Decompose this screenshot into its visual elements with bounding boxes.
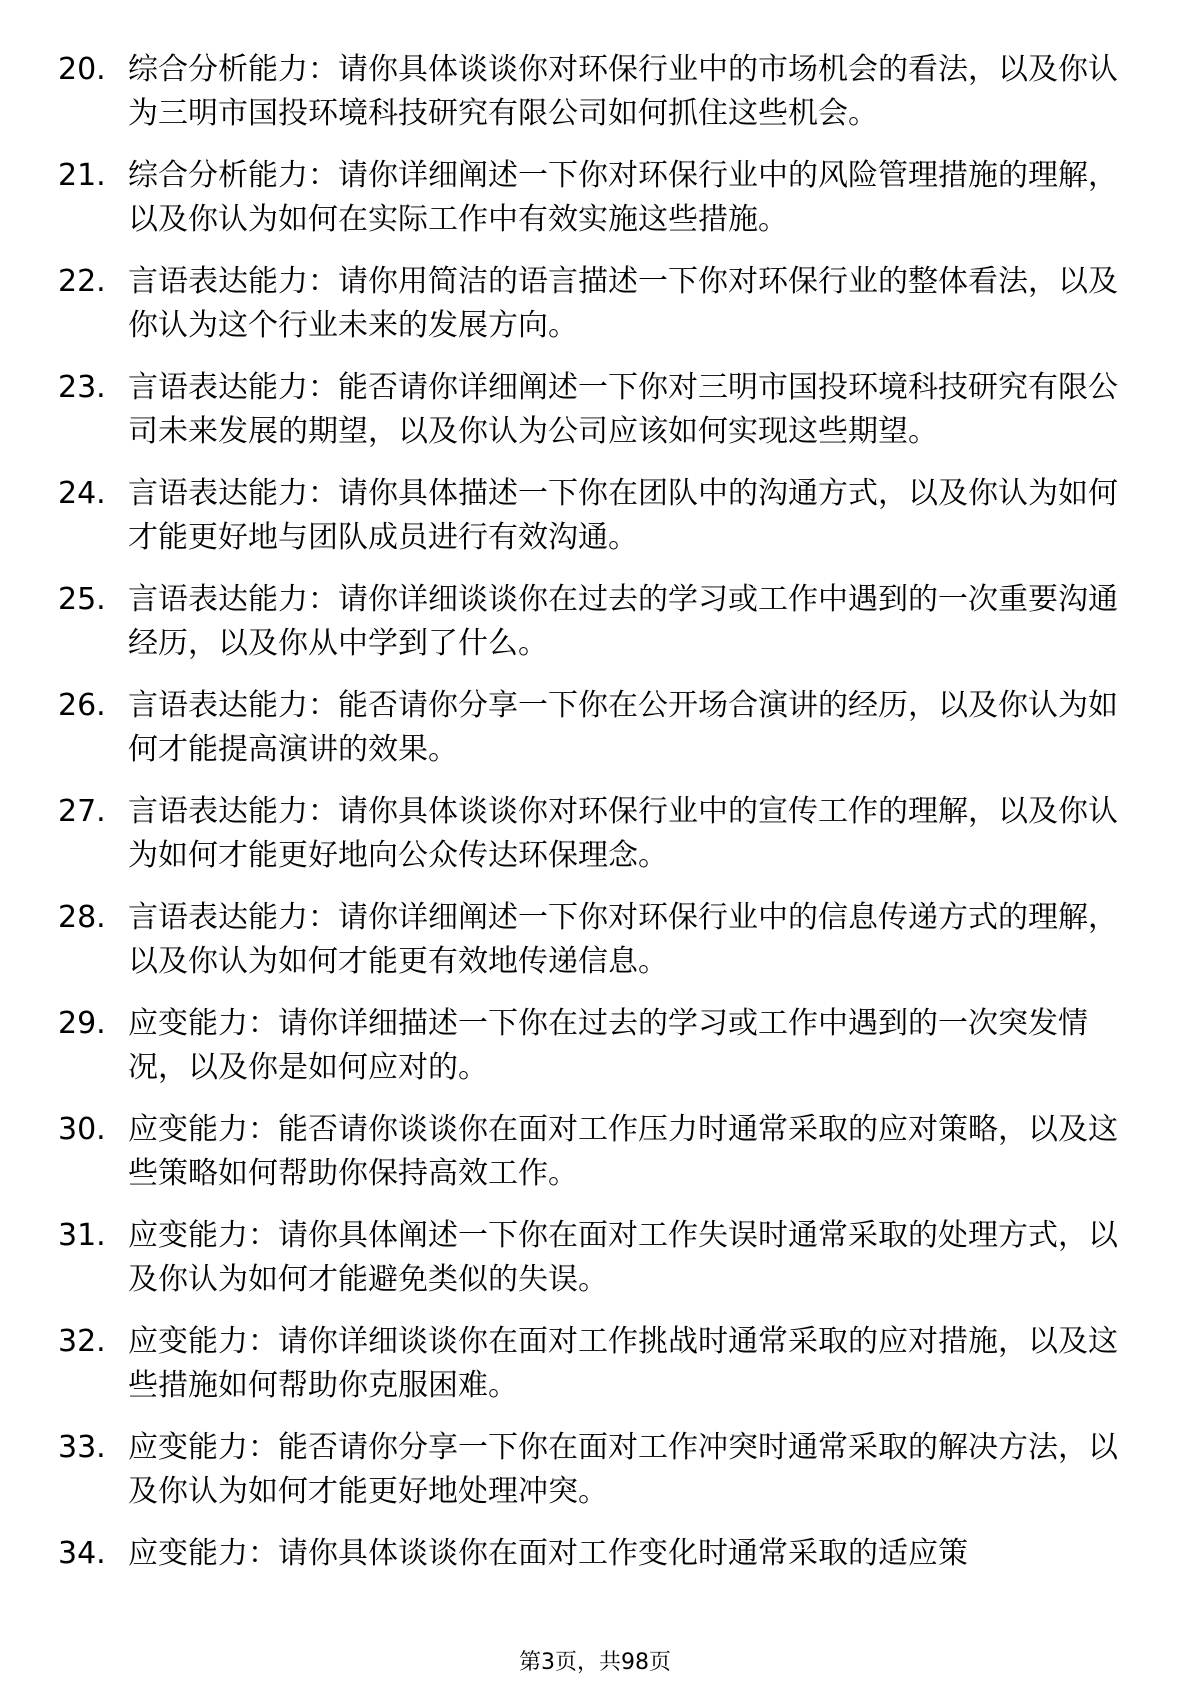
question-number: 33. [58, 1430, 106, 1465]
question-text: 应变能力：能否请你谈谈你在面对工作压力时通常采取的应对策略，以及这些策略如何帮助你保持高效工作。 [128, 1112, 1118, 1191]
question-text: 言语表达能力：请你具体谈谈你对环保行业中的宣传工作的理解，以及你认为如何才能更好地向公众传达环保理念。 [128, 794, 1118, 873]
question-item [0, 790, 1190, 878]
question-number: 20. [58, 52, 106, 87]
question-text: 综合分析能力：请你具体谈谈你对环保行业中的市场机会的看法，以及你认为三明市国投环境科技研究有限公司如何抓住这些机会。 [128, 52, 1118, 131]
question-number: 32. [58, 1324, 106, 1359]
question-number: 34. [58, 1536, 106, 1571]
question-text: 应变能力：请你详细描述一下你在过去的学习或工作中遇到的一次突发情况，以及你是如何应对的。 [128, 1006, 1088, 1085]
question-text: 应变能力：能否请你分享一下你在面对工作冲突时通常采取的解决方法，以及你认为如何才能更好地处理冲突。 [128, 1430, 1118, 1509]
question-item [0, 1532, 1190, 1576]
question-number: 30. [58, 1112, 106, 1147]
question-item [0, 896, 1190, 984]
question-number: 22. [58, 264, 106, 299]
question-text: 言语表达能力：能否请你详细阐述一下你对三明市国投环境科技研究有限公司未来发展的期望，以及你认为公司应该如何实现这些期望。 [128, 370, 1118, 449]
question-item [0, 1108, 1190, 1196]
question-text: 应变能力：请你详细谈谈你在面对工作挑战时通常采取的应对措施，以及这些措施如何帮助你克服困难。 [128, 1324, 1118, 1403]
question-text: 应变能力：请你具体阐述一下你在面对工作失误时通常采取的处理方式，以及你认为如何才能避免类似的失误。 [128, 1218, 1118, 1297]
question-item [0, 1214, 1190, 1302]
question-text: 言语表达能力：请你详细阐述一下你对环保行业中的信息传递方式的理解，以及你认为如何才能更有效地传递信息。 [128, 900, 1118, 979]
question-text: 言语表达能力：请你具体描述一下你在团队中的沟通方式，以及你认为如何才能更好地与团队成员进行有效沟通。 [128, 476, 1118, 555]
question-text: 综合分析能力：请你详细阐述一下你对环保行业中的风险管理措施的理解，以及你认为如何在实际工作中有效实施这些措施。 [128, 158, 1118, 237]
question-list [0, 48, 1190, 1594]
question-item [0, 48, 1190, 136]
question-item [0, 154, 1190, 242]
question-number: 27. [58, 794, 106, 829]
question-number: 25. [58, 582, 106, 617]
question-item [0, 684, 1190, 772]
question-text: 言语表达能力：能否请你分享一下你在公开场合演讲的经历，以及你认为如何才能提高演讲的效果。 [128, 688, 1118, 767]
question-number: 31. [58, 1218, 106, 1253]
question-number: 24. [58, 476, 106, 511]
question-item [0, 260, 1190, 348]
question-item [0, 472, 1190, 560]
question-number: 26. [58, 688, 106, 723]
question-item [0, 1002, 1190, 1090]
question-item [0, 578, 1190, 666]
question-text: 言语表达能力：请你详细谈谈你在过去的学习或工作中遇到的一次重要沟通经历，以及你从中学到了什么。 [128, 582, 1118, 661]
question-item [0, 366, 1190, 454]
question-number: 23. [58, 370, 106, 405]
question-item [0, 1426, 1190, 1514]
page-number-footer: 第3页，共98页 [519, 1650, 671, 1675]
question-text: 应变能力：请你具体谈谈你在面对工作变化时通常采取的适应策 [128, 1536, 968, 1571]
question-number: 28. [58, 900, 106, 935]
question-number: 21. [58, 158, 106, 193]
question-number: 29. [58, 1006, 106, 1041]
question-text: 言语表达能力：请你用简洁的语言描述一下你对环保行业的整体看法，以及你认为这个行业未来的发展方向。 [128, 264, 1118, 343]
question-item [0, 1320, 1190, 1408]
